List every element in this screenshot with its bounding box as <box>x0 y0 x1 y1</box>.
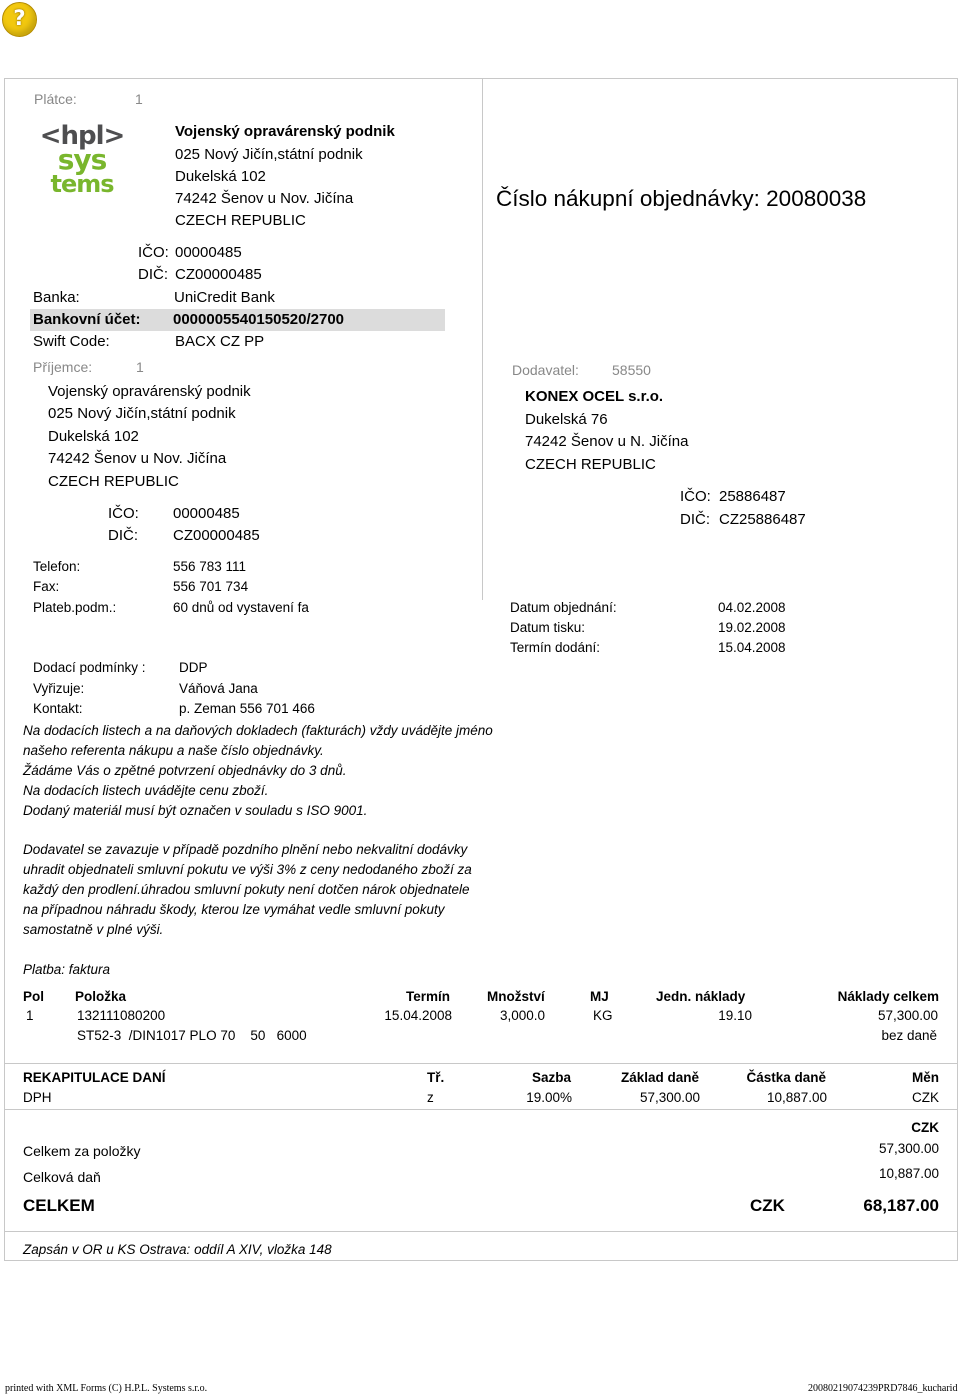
payer-name: Vojenský opravárenský podnik <box>175 123 395 140</box>
bank-name: UniCredit Bank <box>174 289 275 306</box>
supplier-id: 58550 <box>612 362 651 378</box>
tax-header-rate: Sazba <box>531 1070 571 1085</box>
totals-divider <box>4 1231 958 1232</box>
recipient-name: Vojenský opravárenský podnik <box>48 383 251 400</box>
tax-total-label: Celková daň <box>23 1169 101 1185</box>
footer-printed-with: printed with XML Forms (C) H.P.L. Systems s.r.o. <box>5 1383 208 1394</box>
registry-note: Zapsán v OR u KS Ostrava: oddíl A XIV, vložka 148 <box>23 1242 332 1257</box>
supplier-name: KONEX OCEL s.r.o. <box>525 388 664 405</box>
tax-amount: 10,887.00 <box>766 1090 827 1105</box>
delivery-terms: DDP <box>179 660 208 675</box>
tax-header-class: Tř. <box>427 1070 445 1085</box>
contact-person: p. Zeman 556 701 466 <box>179 701 315 716</box>
item-unit-cost: 19.10 <box>718 1008 752 1023</box>
payment-terms: 60 dnů od vystavení fa <box>173 600 309 615</box>
item-total: 57,300.00 <box>877 1008 938 1023</box>
grand-total-currency: CZK <box>750 1196 785 1215</box>
note-line: Dodaný materiál musí být označen v souladu s ISO 9001. <box>23 803 368 818</box>
supplier-city: 74242 Šenov u N. Jičína <box>525 433 689 450</box>
note-line: našeho referenta nákupu a naše číslo objednávky. <box>23 743 324 758</box>
fax-label: Fax: <box>33 579 60 594</box>
supplier-ico-label: IČO: <box>680 488 711 505</box>
supplier-street: Dukelská 76 <box>525 411 608 428</box>
penalty-line: uhradit objednateli smluvní pokutu ve výši 3% z ceny nedodaného zboží za <box>23 862 472 877</box>
item-qty: 3,000.0 <box>500 1008 546 1023</box>
items-header-pol: Pol <box>23 989 45 1004</box>
footer-document-id: 20080219074239PRD7846_kucharid <box>808 1383 958 1394</box>
tax-header-amount: Částka daně <box>746 1070 826 1085</box>
phone-value: 556 783 111 <box>173 559 247 574</box>
totals-currency: CZK <box>911 1120 939 1135</box>
delivery-date: 15.04.2008 <box>718 640 786 655</box>
recipient-line1: 025 Nový Jičín,státní podnik <box>48 405 236 422</box>
grand-total-label: CELKEM <box>23 1196 95 1215</box>
delivery-date-label: Termín dodání: <box>510 640 601 655</box>
payer-city: 74242 Šenov u Nov. Jičína <box>175 190 354 207</box>
order-title: Číslo nákupní objednávky: 20080038 <box>496 186 867 211</box>
note-line: Na dodacích listech uvádějte cenu zboží. <box>23 783 269 798</box>
penalty-line: na případnou náhradu škody, kterou lze vymáhat vedle smluvní pokuty <box>23 902 445 917</box>
payment-method: Platba: faktura <box>23 962 111 977</box>
penalty-line: Dodavatel se zavazuje v případě pozdního plnění nebo nekvalitní dodávky <box>23 842 468 857</box>
items-total-label: Celkem za položky <box>23 1143 141 1159</box>
handler-label: Vyřizuje: <box>33 681 85 696</box>
grand-total: 68,187.00 <box>863 1196 939 1215</box>
item-mj: KG <box>593 1008 613 1023</box>
print-date: 19.02.2008 <box>718 620 786 635</box>
logo-line-3: tems <box>50 170 114 198</box>
item-code: 132111080200 <box>77 1008 166 1023</box>
order-date: 04.02.2008 <box>718 600 786 615</box>
tax-base: 57,300.00 <box>639 1090 700 1105</box>
item-term: 15.04.2008 <box>384 1008 452 1023</box>
recipient-city: 74242 Šenov u Nov. Jičína <box>48 450 227 467</box>
payer-street: Dukelská 102 <box>175 168 266 185</box>
tax-header-currency: Měn <box>912 1070 939 1085</box>
fax-value: 556 701 734 <box>173 579 249 594</box>
recipient-id: 1 <box>136 359 144 375</box>
logo-line-1: <hpl> <box>39 121 125 151</box>
payer-dic: CZ00000485 <box>175 266 262 283</box>
tax-total: 10,887.00 <box>878 1166 939 1181</box>
items-header-total: Náklady celkem <box>837 989 939 1004</box>
supplier-dic-label: DIČ: <box>680 511 710 528</box>
items-total: 57,300.00 <box>878 1141 939 1156</box>
header-divider <box>482 78 483 600</box>
items-header-qty: Množství <box>487 989 545 1004</box>
tax-divider <box>4 1109 958 1110</box>
payment-terms-label: Plateb.podm.: <box>33 600 117 615</box>
payer-ico-label: IČO: <box>138 244 169 261</box>
tax-header-title: REKAPITULACE DANÍ <box>23 1070 166 1085</box>
help-icon[interactable]: ? <box>2 2 37 37</box>
swift-label: Swift Code: <box>33 333 110 350</box>
items-header-mj: MJ <box>590 989 609 1004</box>
recipient-ico: 00000485 <box>173 505 240 522</box>
supplier-ico: 25886487 <box>719 488 786 505</box>
tax-type: DPH <box>23 1090 52 1105</box>
payer-ico: 00000485 <box>175 244 242 261</box>
tax-header-base: Základ daně <box>620 1070 699 1085</box>
supplier-dic: CZ25886487 <box>719 511 806 528</box>
swift-code: BACX CZ PP <box>175 333 265 350</box>
payer-id: 1 <box>135 91 143 107</box>
recipient-label: Příjemce: <box>33 359 93 375</box>
items-header-term: Termín <box>405 989 450 1004</box>
order-date-label: Datum objednání: <box>510 600 617 615</box>
handler-name: Váňová Jana <box>179 681 258 696</box>
item-description: ST52-3 /DIN1017 PLO 70 50 6000 <box>77 1028 307 1043</box>
items-divider <box>4 1063 958 1064</box>
recipient-street: Dukelská 102 <box>48 428 139 445</box>
delivery-terms-label: Dodací podmínky : <box>33 660 146 675</box>
recipient-dic: CZ00000485 <box>173 527 260 544</box>
bank-label: Banka: <box>33 289 80 306</box>
print-date-label: Datum tisku: <box>510 620 586 635</box>
tax-class: z <box>427 1090 434 1105</box>
supplier-label: Dodavatel: <box>512 362 579 378</box>
penalty-line: samostatně v plné výši. <box>23 922 164 937</box>
items-header-unit: Jedn. náklady <box>656 989 746 1004</box>
phone-label: Telefon: <box>33 559 81 574</box>
items-header-item: Položka <box>75 989 127 1004</box>
supplier-country: CZECH REPUBLIC <box>525 456 656 473</box>
item-note: bez daně <box>881 1028 937 1043</box>
company-logo <box>34 121 130 208</box>
payer-line1: 025 Nový Jičín,státní podnik <box>175 146 363 163</box>
note-line: Na dodacích listech a na daňových dokladech (fakturách) vždy uvádějte jméno <box>23 723 493 738</box>
tax-currency: CZK <box>912 1090 939 1105</box>
tax-rate: 19.00% <box>526 1090 572 1105</box>
contact-label: Kontakt: <box>33 701 83 716</box>
recipient-country: CZECH REPUBLIC <box>48 473 179 490</box>
payer-dic-label: DIČ: <box>138 266 168 283</box>
bank-account: 000000554015052​0/2700 <box>173 311 345 328</box>
payer-label: Plátce: <box>34 91 77 107</box>
payer-country: CZECH REPUBLIC <box>175 212 306 229</box>
note-line: Žádáme Vás o zpětné potvrzení objednávky do 3 dnů. <box>23 763 347 778</box>
recipient-ico-label: IČO: <box>108 505 139 522</box>
logo-line-2: sys <box>57 143 107 176</box>
bank-account-label: Bankovní účet: <box>33 311 141 328</box>
penalty-line: každý den prodlení.úhradou smluvní pokuty není dotčen nárok objednatele <box>23 882 470 897</box>
item-pol: 1 <box>26 1008 34 1023</box>
recipient-dic-label: DIČ: <box>108 527 138 544</box>
